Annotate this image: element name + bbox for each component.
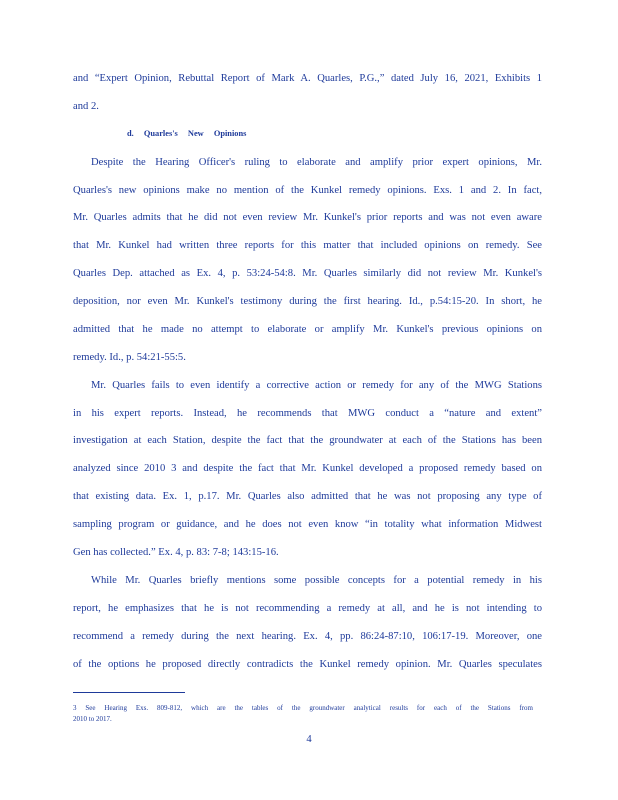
body-line: investigation at each Station, despite the fact that the groundwater at each of the Stations has been <box>73 435 542 446</box>
body-line: Mr. Quarles fails to even identify a corrective action or remedy for any of the MWG Stations <box>91 380 542 391</box>
body-line: remedy. Id., p. 54:21-55:5. <box>73 352 186 363</box>
footnote-line: 3 See Hearing Exs. 809-812, which are the tables of the groundwater analytical results for each of the Stations from <box>73 704 533 712</box>
body-line: of the options he proposed directly contradicts the Kunkel remedy opinion. Mr. Quarles speculates <box>73 659 542 670</box>
footnote-line: 2010 to 2017. <box>73 715 112 723</box>
body-line: Mr. Quarles admits that he did not even review Mr. Kunkel's prior reports and was not even aware <box>73 212 542 223</box>
body-line: and “Expert Opinion, Rebuttal Report of Mark A. Quarles, P.G.,” dated July 16, 2021, Exhibits 1 <box>73 73 542 84</box>
body-line: that existing data. Ex. 1, p.17. Mr. Quarles also admitted that he was not proposing any type of <box>73 491 542 502</box>
body-line: deposition, nor even Mr. Kunkel's testimony during the first hearing. Id., p.54:15-20. In short, he <box>73 296 542 307</box>
body-line: Quarles Dep. attached as Ex. 4, p. 53:24-54:8. Mr. Quarles similarly did not review Mr. Kunkel's <box>73 268 542 279</box>
body-line: analyzed since 2010 3 and despite the fact that Mr. Kunkel developed a proposed remedy based on <box>73 463 542 474</box>
body-line: and 2. <box>73 101 99 112</box>
body-line: Despite the Hearing Officer's ruling to elaborate and amplify prior expert opinions, Mr. <box>91 157 542 168</box>
page-number: 4 <box>306 734 312 745</box>
body-line: that Mr. Kunkel had written three reports for this matter that included opinions on remedy. See <box>73 240 542 251</box>
body-line: sampling program or guidance, and he does not even know “in totality what information Midwest <box>73 519 542 530</box>
footnote-rule <box>73 692 185 693</box>
body-line: While Mr. Quarles briefly mentions some possible concepts for a potential remedy in his <box>91 575 542 586</box>
body-line: recommend a remedy during the next hearing. Ex. 4, pp. 86:24-87:10, 106:17-19. Moreover, one <box>73 631 542 642</box>
body-line: Gen has collected.” Ex. 4, p. 83: 7-8; 143:15-16. <box>73 547 279 558</box>
body-line: admitted that he made no attempt to elaborate or amplify Mr. Kunkel's previous opinions on <box>73 324 542 335</box>
body-line: Quarles's new opinions make no mention of the Kunkel remedy opinions. Exs. 1 and 2. In fact, <box>73 185 542 196</box>
body-line: in his expert reports. Instead, he recommends that MWG conduct a “nature and extent” <box>73 408 542 419</box>
body-line: report, he emphasizes that he is not recommending a remedy at all, and he is not intending to <box>73 603 542 614</box>
section-subheading: d. Quarles's New Opinions <box>127 129 247 138</box>
